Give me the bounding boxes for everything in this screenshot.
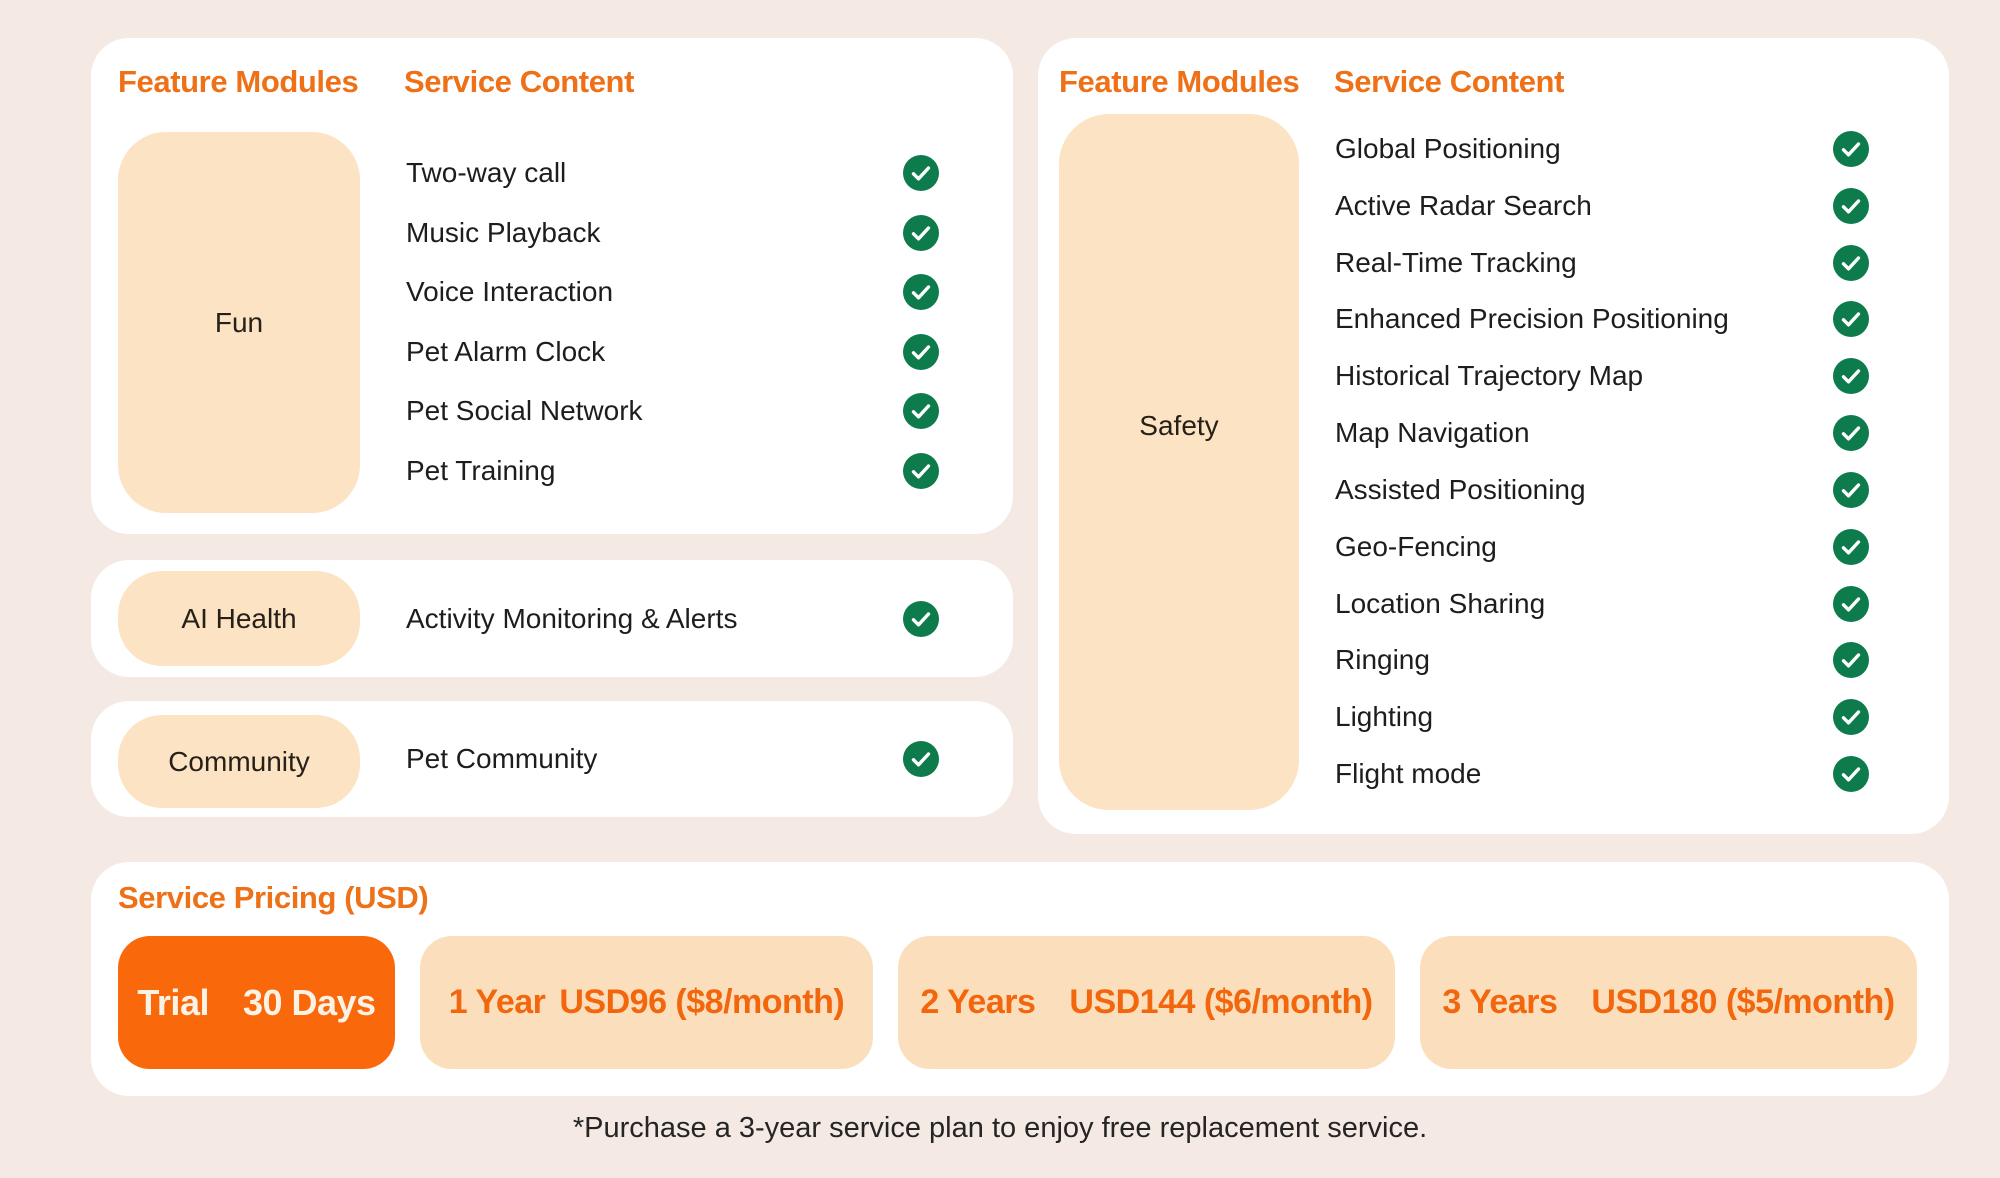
service-item-label: Music Playback [406, 216, 601, 248]
service-item-label: Ringing [1335, 644, 1430, 676]
module-pill-community [118, 715, 360, 808]
safety-service-list [1335, 130, 1869, 793]
check-icon [903, 155, 939, 191]
plan-label: 1 Year [448, 983, 546, 1021]
footnote: *Purchase a 3-year service plan to enjoy free replacement service. [572, 1112, 1428, 1144]
check-icon [1833, 642, 1869, 678]
column-header-service-content: Service Content [404, 64, 635, 99]
service-item-label: Geo-Fencing [1335, 530, 1497, 562]
service-item-label: Pet Community [406, 743, 598, 774]
service-item-row [406, 560, 939, 677]
fun-service-list [406, 154, 939, 490]
check-icon [903, 274, 939, 310]
plan-label: Trial [137, 981, 209, 1023]
plan-label: 2 Years [920, 983, 1036, 1021]
plan-button-1-year[interactable] [420, 936, 873, 1069]
service-item-label: Pet Training [406, 454, 556, 486]
check-icon [1833, 188, 1869, 224]
service-item-label: Historical Trajectory Map [1335, 360, 1644, 392]
check-icon [1833, 756, 1869, 792]
service-item-row [406, 701, 939, 817]
check-icon [1833, 301, 1869, 337]
service-item-row [406, 154, 939, 192]
plan-price: USD96 ($8/month) [559, 983, 845, 1021]
service-item-row [1335, 585, 1869, 623]
plan-price: 30 Days [242, 981, 376, 1023]
plan-label: 3 Years [1442, 983, 1558, 1021]
service-item-row [1335, 130, 1869, 168]
check-icon [903, 453, 939, 489]
service-item-label: Location Sharing [1335, 587, 1546, 619]
service-item-label: Global Positioning [1335, 133, 1561, 164]
safety-feature-card [1038, 38, 1949, 834]
check-icon [1833, 699, 1869, 735]
check-icon [1833, 415, 1869, 451]
service-item-row [406, 333, 939, 371]
check-icon [903, 334, 939, 370]
service-item-row [1335, 187, 1869, 225]
plan-button-trial[interactable] [118, 936, 395, 1069]
service-item-row [406, 214, 939, 252]
service-item-row [1335, 300, 1869, 338]
module-pill-label: AI Health [181, 602, 297, 634]
module-pill-fun [118, 132, 360, 513]
fun-feature-card [91, 38, 1013, 534]
community-feature-card [91, 701, 1013, 817]
module-pill-safety [1059, 114, 1299, 810]
module-pill-label: Safety [1139, 410, 1219, 441]
pricing-plans-row [118, 936, 1917, 1069]
service-item-label: Enhanced Precision Positioning [1335, 303, 1729, 335]
check-icon [903, 215, 939, 251]
service-item-label: Lighting [1335, 701, 1434, 733]
service-item-row [1335, 471, 1869, 509]
service-item-label: Map Navigation [1335, 417, 1530, 449]
service-item-row [406, 273, 939, 311]
service-item-row [1335, 414, 1869, 452]
column-header-feature-modules: Feature Modules [1059, 64, 1300, 99]
module-pill-ai-health [118, 571, 360, 666]
check-icon [903, 741, 939, 777]
service-item-label: Voice Interaction [406, 276, 614, 308]
check-icon [1833, 472, 1869, 508]
service-item-row [1335, 641, 1869, 679]
check-icon [1833, 358, 1869, 394]
check-icon [903, 601, 939, 637]
service-item-label: Two-way call [406, 157, 567, 188]
column-header-service-content: Service Content [1334, 64, 1565, 99]
service-item-label: Flight mode [1335, 757, 1482, 789]
service-item-row [1335, 698, 1869, 736]
service-item-row [1335, 528, 1869, 566]
service-item-label: Assisted Positioning [1335, 473, 1586, 505]
check-icon [1833, 586, 1869, 622]
check-icon [1833, 529, 1869, 565]
service-item-label: Activity Monitoring & Alerts [406, 602, 738, 634]
column-header-feature-modules: Feature Modules [118, 64, 359, 99]
service-item-label: Pet Alarm Clock [406, 335, 606, 367]
service-item-row [406, 452, 939, 490]
service-item-label: Pet Social Network [406, 395, 643, 427]
plan-button-2-years[interactable] [898, 936, 1395, 1069]
service-item-label: Real-Time Tracking [1335, 246, 1577, 278]
service-item-row [1335, 357, 1869, 395]
check-icon [903, 393, 939, 429]
service-item-row [406, 392, 939, 430]
pricing-card [91, 862, 1949, 1096]
plan-price: USD144 ($6/month) [1069, 983, 1373, 1021]
module-pill-label: Community [168, 745, 310, 777]
service-item-label: Active Radar Search [1335, 189, 1592, 221]
check-icon [1833, 131, 1869, 167]
module-pill-label: Fun [214, 306, 264, 338]
plan-button-3-years[interactable] [1420, 936, 1917, 1069]
pricing-title: Service Pricing (USD) [118, 880, 429, 915]
check-icon [1833, 245, 1869, 281]
service-item-row [1335, 755, 1869, 793]
service-item-row [1335, 244, 1869, 282]
ai-health-feature-card [91, 560, 1013, 677]
plan-price: USD180 ($5/month) [1591, 983, 1895, 1021]
